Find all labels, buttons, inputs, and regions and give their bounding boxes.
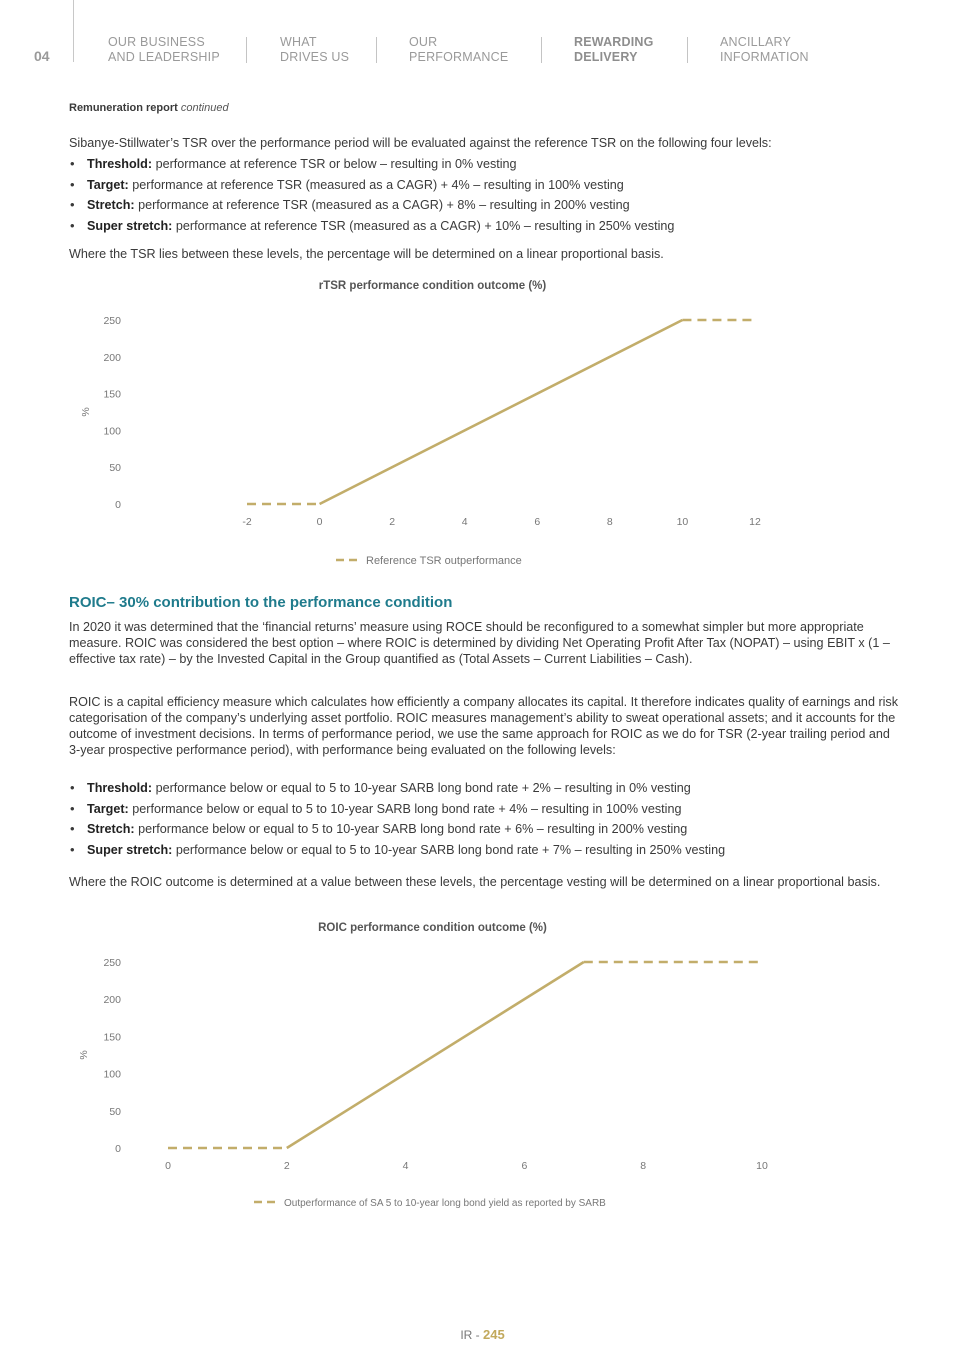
y-tick-label: 0 — [115, 1143, 121, 1155]
nav-separator — [246, 37, 247, 63]
list-item — [69, 780, 899, 801]
nav-separator — [541, 37, 542, 63]
nav-our-business[interactable] — [108, 35, 220, 65]
roic-chart — [0, 942, 965, 1222]
x-tick-label: 8 — [640, 1160, 647, 1172]
roic-levels-list — [69, 780, 899, 863]
level-text: performance at reference TSR (measured as a CAGR) + 8% – resulting in 200% vesting — [134, 198, 630, 213]
y-tick-label: 250 — [103, 315, 121, 327]
level-name: Threshold: — [87, 157, 153, 171]
series-line-solid-segment — [287, 962, 584, 1148]
level-name: Super stretch: — [87, 219, 173, 234]
level-text: performance below or equal to 5 to 10-year SARB long bond rate + 6% – resulting in 200% vesting — [134, 822, 688, 837]
x-tick-label: 0 — [165, 1160, 171, 1172]
nav-label: OUR BUSINESS — [108, 35, 205, 49]
y-axis-label: % — [80, 407, 92, 417]
nav-separator — [687, 37, 688, 63]
x-tick-label: 0 — [316, 516, 323, 528]
nav-rewarding-delivery[interactable] — [574, 35, 654, 65]
legend-label: Reference TSR outperformance — [366, 555, 522, 567]
roic-paragraph-2: ROIC is a capital efficiency measure which calculates how efficiently a company allocates its capital. It therefore indicates quality of earnings and risk categorisation of the company’s underlying asset portfolio. ROIC measures management’s ability to sweat operational assets; and it accounts for the outcome of investment decisions. In terms of performance period, we use the same approach for ROIC as we do for TSR (2-year trailing period and 3-year prospective performance period), with performance being evaluated on the following levels: — [69, 695, 899, 757]
nav-label: AND LEADERSHIP — [108, 50, 220, 64]
x-tick-label: 2 — [283, 1160, 290, 1172]
tsr-levels-list — [69, 156, 899, 239]
rtsr-chart — [0, 300, 965, 580]
x-tick-label: -2 — [242, 516, 252, 528]
footer-prefix: IR - — [460, 1328, 483, 1342]
y-tick-label: 250 — [103, 957, 121, 969]
section-label-suffix: continued — [180, 102, 229, 114]
list-item — [69, 842, 899, 863]
roic-note: Where the ROIC outcome is determined at a value between these levels, the percentage vesting will be determined on a linear proportional basis. — [69, 875, 881, 889]
level-name: Stretch: — [87, 198, 135, 213]
y-tick-label: 50 — [109, 1105, 121, 1118]
y-tick-label: 150 — [103, 1031, 121, 1044]
level-text: performance below or equal to 5 to 10-year SARB long bond rate + 4% – resulting in 100% vesting — [128, 801, 682, 816]
level-text: performance below or equal to 5 to 10-year SARB long bond rate + 2% – resulting in 0% vesting — [152, 781, 691, 795]
section-label-title: Remuneration report — [69, 102, 178, 114]
legend-label: Outperformance of SA 5 to 10-year long bond yield as reported by SARB — [284, 1198, 606, 1209]
y-tick-label: 150 — [103, 388, 121, 401]
series-line-solid-segment — [320, 320, 683, 504]
x-tick-label: 4 — [461, 516, 468, 528]
level-text: performance below or equal to 5 to 10-year SARB long bond rate + 7% – resulting in 250% vesting — [172, 843, 726, 858]
y-tick-label: 0 — [115, 499, 121, 511]
y-tick-label: 100 — [103, 425, 121, 438]
page-footer — [0, 1327, 965, 1342]
x-tick-label: 6 — [521, 1160, 528, 1172]
level-name: Stretch: — [87, 822, 135, 837]
header-vertical-rule — [73, 0, 74, 62]
x-tick-label: 10 — [756, 1160, 768, 1172]
level-name: Target: — [87, 801, 129, 816]
nav-label: REWARDING — [574, 35, 654, 49]
level-name: Target: — [87, 177, 129, 192]
page-number: 04 — [34, 48, 50, 64]
level-text: performance at reference TSR (measured as a CAGR) + 4% – resulting in 100% vesting — [128, 177, 624, 192]
nav-label: OUR — [409, 35, 438, 49]
tsr-note: Where the TSR lies between these levels, the percentage will be determined on a linear proportional basis. — [69, 247, 664, 261]
nav-label: PERFORMANCE — [409, 50, 509, 64]
nav-label: INFORMATION — [720, 50, 809, 64]
nav-label: WHAT — [280, 35, 317, 49]
nav-what-drives-us[interactable] — [280, 35, 349, 65]
y-tick-label: 50 — [109, 462, 121, 475]
section-label — [69, 102, 229, 114]
list-item — [69, 197, 899, 218]
list-item — [69, 177, 899, 198]
nav-label: ANCILLARY — [720, 35, 792, 49]
y-tick-label: 100 — [103, 1068, 121, 1081]
list-item — [69, 801, 899, 822]
nav-separator — [376, 37, 377, 63]
level-name: Super stretch: — [87, 843, 173, 858]
y-tick-label: 200 — [103, 351, 121, 364]
list-item — [69, 821, 899, 842]
x-tick-label: 6 — [534, 516, 541, 528]
level-text: performance at reference TSR or below – resulting in 0% vesting — [152, 157, 517, 171]
footer-page-number: 245 — [482, 1327, 505, 1342]
x-tick-label: 10 — [676, 516, 689, 528]
roic-chart-title: ROIC performance condition outcome (%) — [318, 922, 547, 934]
x-tick-label: 4 — [402, 1160, 409, 1172]
nav-our-performance[interactable] — [409, 35, 508, 65]
nav-label: DELIVERY — [574, 50, 638, 64]
rtsr-chart-title: rTSR performance condition outcome (%) — [318, 280, 547, 292]
y-tick-label: 200 — [103, 994, 121, 1007]
roic-paragraph-1: In 2020 it was determined that the ‘financial returns’ measure using ROCE should be reconfigured to a somewhat simpler but more appropriate measure. ROIC was considered the best option – where ROIC is determined by dividing Net Operating Profit After Tax (NOPAT) – using EBIT x (1 – effective tax rate) – by the Invested Capital in the Group quantified as (Total Assets – Current Liabilities – Cash). — [69, 620, 890, 666]
x-tick-label: 12 — [749, 516, 761, 528]
list-item — [69, 218, 899, 239]
list-item — [69, 156, 899, 177]
nav-label: DRIVES US — [280, 50, 350, 64]
x-tick-label: 8 — [606, 516, 613, 528]
roic-heading: ROIC– 30% contribution to the performance condition — [69, 594, 453, 611]
level-text: performance at reference TSR (measured as a CAGR) + 10% – resulting in 250% vesting — [172, 219, 675, 234]
level-name: Threshold: — [87, 781, 153, 795]
y-axis-label: % — [78, 1050, 90, 1060]
tsr-intro: Sibanye-Stillwater’s TSR over the performance period will be evaluated against the reference TSR on the following four levels: — [69, 136, 772, 150]
nav-ancillary-information[interactable] — [720, 35, 809, 65]
x-tick-label: 2 — [389, 516, 396, 528]
